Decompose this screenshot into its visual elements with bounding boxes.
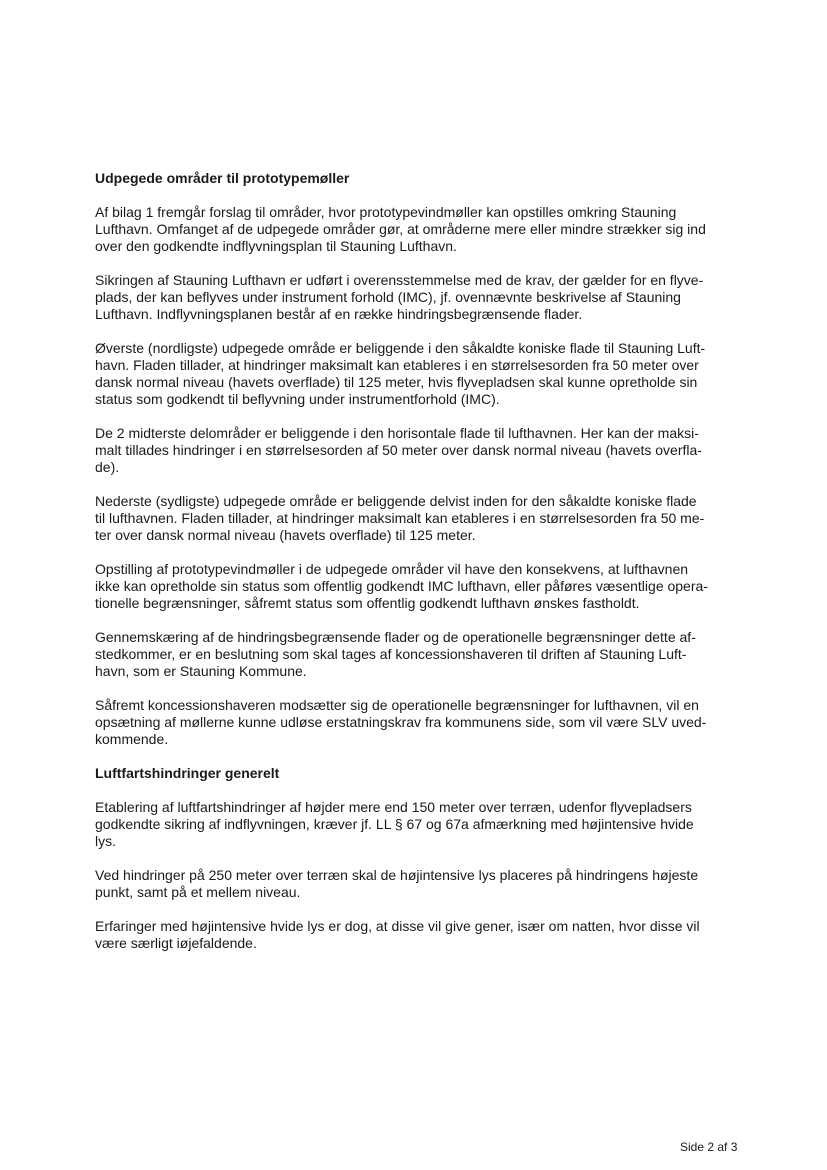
paragraph: Øverste (nordligste) udpegede område er beliggende i den såkaldte koniske flade til Stauning Luft- havn. Fladen tillader, at hindringer maksimalt kan etableres i en størrelsesorden fra 50 meter over dansk normal niveau (havets overflade) til 125 meter, hvis flyvepladsen skal kunne opretholde sin status som godkendt til beflyvning under instrumentforhold (IMC). [95,340,706,407]
paragraph: Sikringen af Stauning Lufthavn er udført i overensstemmelse med de krav, der gælder for en flyve- plads, der kan beflyves under instrument forhold (IMC), jf. ovennævnte beskrivelse af Stauning Lufthavn. Indflyvningsplanen består af en række hindringsbegrænsende flader. [95,272,704,322]
paragraph: De 2 midterste delområder er beliggende i den horisontale flade til lufthavnen. Her kan der maksi- malt tillades hindringer i en størrelsesorden af 50 meter over dansk normal niveau (havets overfla- de). [95,425,702,475]
paragraph: Erfaringer med højintensive hvide lys er dog, at disse vil give gener, især om natten, hvor disse vil være særligt iøjefaldende. [95,918,700,951]
section-heading-obstacles: Luftfartshindringer generelt [95,765,280,781]
paragraph: Nederste (sydligste) udpegede område er beliggende delvist inden for den såkaldte koniske flade til lufthavnen. Fladen tillader, at hindringer maksimalt kan etableres i en størrelsesorden fra 50 me- ter over dansk normal niveau (havets overflade) til 125 meter. [95,493,705,543]
paragraph: Opstilling af prototypevindmøller i de udpegede områder vil have den konsekvens, at lufthavnen ikke kan opretholde sin status som offentlig godkendt IMC lufthavn, eller påføres væsentlige opera- tionelle begrænsninger, såfremt status som offentlig godkendt lufthavn ønskes fastholdt. [95,561,708,611]
section-heading-prototype-areas: Udpegede områder til prototypemøller [95,170,350,186]
paragraph: Af bilag 1 fremgår forslag til områder, hvor prototypevindmøller kan opstilles omkring Stauning Lufthavn. Omfanget af de udpegede områder gør, at områderne mere eller mindre strækker sig ind over den godkendte indflyvningsplan til Stauning Lufthavn. [95,204,706,254]
paragraph: Etablering af luftfartshindringer af højder mere end 150 meter over terræn, udenfor flyvepladsers godkendte sikring af indflyvningen, kræver jf. LL § 67 og 67a afmærkning med højintensive hvide lys. [95,799,694,849]
paragraph: Gennemskæring af de hindringsbegrænsende flader og de operationelle begrænsninger dette af- stedkommer, er en beslutning som skal tages af koncessionshaveren til driften af Stauning Luft- havn, som er Stauning Kommune. [95,629,696,679]
paragraph: Såfremt koncessionshaveren modsætter sig de operationelle begrænsninger for lufthavnen, vil en opsætning af møllerne kunne udløse erstatningskrav fra kommunens side, som vil være SLV uved- kommende. [95,697,707,747]
document-body [95,170,745,969]
paragraph: Ved hindringer på 250 meter over terræn skal de højintensive lys placeres på hindringens højeste punkt, samt på et mellem niveau. [95,867,699,900]
page-number: Side 2 af 3 [680,1140,738,1154]
